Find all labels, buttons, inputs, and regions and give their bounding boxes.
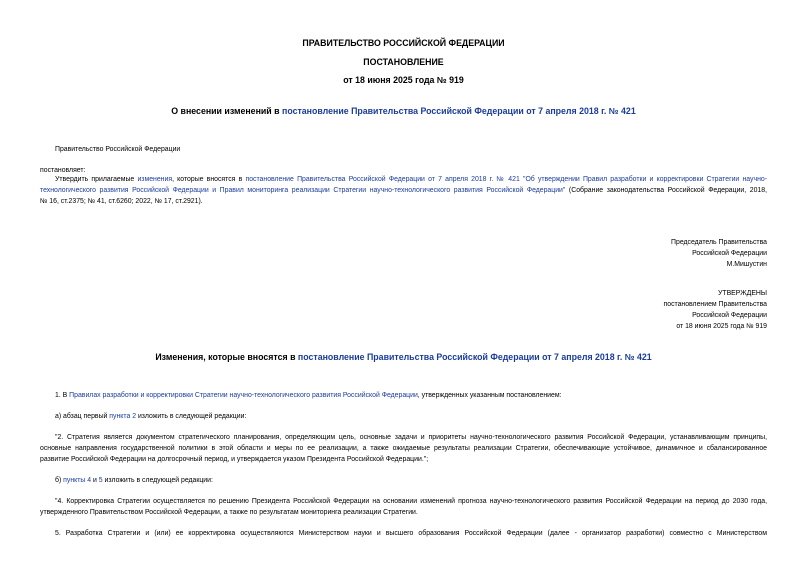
intro-decides: постановляет: [40,167,86,174]
government-heading: ПРАВИТЕЛЬСТВО РОССИЙСКОЙ ФЕДЕРАЦИИ [302,38,505,48]
approved-line3: от 18 июня 2025 года № 919 [676,323,767,330]
quote-5-line1: 5. Разработка Стратегии и (или) ее корректировка осуществляются Министерством науки и высшего образования Российской Федерации (далее - организатор разработки) совместно с Министерством [55,530,767,537]
resolution-link-cont[interactable]: технологического развития Российской Федерации и Правил мониторинга реализации Стратегии научно-технологического развития Российской Федерации" [40,187,566,194]
rules-link[interactable]: Правилах разработки и корректировки Стратегии научно-технологического развития Российской Федерации [69,392,418,399]
changes-title-prefix: Изменения, которые вносятся в [155,352,298,362]
signature-position1: Председатель Правительства [671,239,767,246]
document-title [0,106,807,116]
paragraph-b: б) пункты 4 и 5 изложить в следующей редакции: [55,477,213,484]
quote-2-line1: "2. Стратегия является документом стратегического планирования, определяющим цель, основные задачи и приоритеты научно-технологического развития Российской Федерации, устанавливающим принципы, [55,434,767,441]
item-4-link[interactable]: пункты 4 [63,477,92,484]
quote-4-line1: "4. Корректировка Стратегии осуществляется по решению Президента Российской Федерации на основании изменений прогноза научно-технологического развития Российской Федерации на период до 2030 года, [55,498,767,505]
signature-name: М.Мишустин [726,261,767,268]
doc-date-number: от 18 июня 2025 года № 919 [343,75,464,85]
intro-paragraph-line3: № 16, ст.2375; № 41, ст.6260; 2022, № 17, ст.2921). [40,198,203,205]
paragraph-1: 1. В Правилах разработки и корректировки Стратегии научно-технологического развития Российской Федерации, утвержденных указанным постановлением: [55,392,562,399]
intro-government: Правительство Российской Федерации [55,146,181,153]
doc-type-heading: ПОСТАНОВЛЕНИЕ [363,57,444,67]
changes-link[interactable]: изменения [137,176,173,183]
quote-4-line2: утвержденного Правительством Российской Федерации, а также по результатам мониторинга реализации Стратегии. [40,509,418,516]
quote-2-line3: развитие Российской Федерации на долгосрочный период, и утверждается указом Президента Российской Федерации."; [40,456,429,463]
approved-label: УТВЕРЖДЕНЫ [718,290,767,297]
intro-paragraph-line2: технологического развития Российской Федерации и Правил мониторинга реализации Стратегии научно-технологического развития Российской Федерации" (Собрание законодательства Российской Федерации, 2018, [40,187,767,194]
quote-2-line2: основные направления государственной политики в этой области и меры по ее реализации, а также ожидаемые результаты реализации Стратегии, обеспечивающие устойчивое, динамичное и сбалансированное [40,445,767,452]
paragraph-a: а) абзац первый пункта 2 изложить в следующей редакции: [55,413,247,420]
item-5-link[interactable]: 5 [98,477,103,484]
approved-line1: постановлением Правительства [663,301,767,308]
resolution-link[interactable]: постановление Правительства Российской Федерации от 7 апреля 2018 г. № 421 "Об утверждении Правил разработки и корректировки Стратегии научно- [245,176,768,183]
title-prefix: О внесении изменений в [171,106,282,116]
approved-line2: Российской Федерации [692,312,767,319]
intro-paragraph-line1: Утвердить прилагаемые изменения, которые вносятся в постановление Правительства Российской Федерации от 7 апреля 2018 г. № 421 "Об утверждении Правил разработки и корректировки Стратегии научно- [55,176,768,183]
changes-title-link[interactable]: постановление Правительства Российской Федерации от 7 апреля 2018 г. № 421 [297,352,652,362]
changes-title [0,352,807,362]
title-link[interactable]: постановление Правительства Российской Федерации от 7 апреля 2018 г. № 421 [282,106,636,116]
signature-position2: Российской Федерации [692,250,767,257]
item-2-link[interactable]: пункта 2 [109,413,137,420]
